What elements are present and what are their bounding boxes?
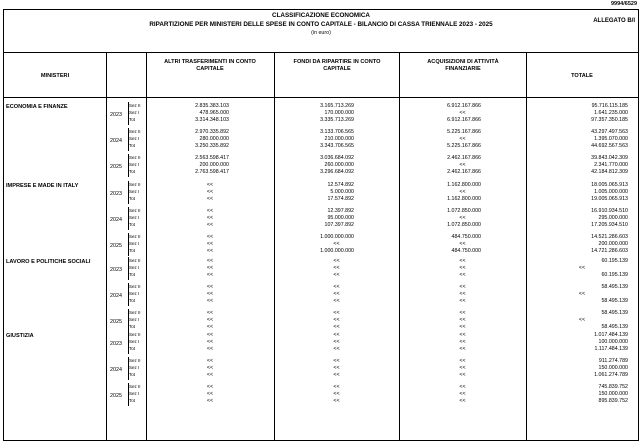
cell-totale: 100.000.000 bbox=[598, 339, 628, 346]
cell-totale: 745.839.752 bbox=[598, 384, 628, 390]
cell-fondi: << bbox=[333, 365, 340, 372]
column-header-altri-trasferimenti: ALTRI TRASFERIMENTI IN CONTO CAPITALE bbox=[164, 59, 256, 72]
cell-totale: 895.839.752 bbox=[598, 398, 628, 405]
cell-acquisizioni: 6.912.167.866 bbox=[447, 103, 481, 109]
row-sez-i-label: Sez I bbox=[129, 136, 140, 142]
cell-fondi: << bbox=[333, 265, 340, 272]
cell-acquisizioni: << bbox=[459, 372, 466, 379]
cell-acquisizioni: << bbox=[459, 332, 466, 338]
cell-acquisizioni: << bbox=[459, 391, 466, 398]
cell-acquisizioni: << bbox=[459, 298, 466, 305]
cell-altri-trasferimenti: << bbox=[206, 241, 214, 248]
cell-acquisizioni: 1.162.800.000 bbox=[447, 196, 481, 203]
cell-totale: 1.395.070.000 bbox=[594, 136, 628, 143]
year-label: 2024 bbox=[110, 366, 122, 373]
cell-fondi: << bbox=[333, 298, 340, 305]
cell-totale: 1.061.274.789 bbox=[594, 372, 628, 379]
cell-totale: 19.005.065.913 bbox=[591, 196, 628, 203]
ministry-name: LAVORO E POLITICHE SOCIALI bbox=[6, 259, 91, 265]
cell-acquisizioni: << bbox=[459, 284, 466, 290]
cell-altri-trasferimenti: 3.250.335.892 bbox=[195, 143, 229, 150]
year-label: 2024 bbox=[110, 292, 122, 299]
column-header-fondi: FONDI DA RIPARTIRE IN CONTO CAPITALE bbox=[293, 59, 381, 72]
row-sez-ii-label: Sez II bbox=[129, 208, 141, 213]
cell-totale: 911.274.789 bbox=[598, 358, 628, 364]
ministry-name: GIUSTIZIA bbox=[6, 333, 34, 339]
cell-acquisizioni: << bbox=[459, 358, 466, 364]
cell-fondi: << bbox=[333, 398, 340, 405]
cell-totale: 39.843.042.309 bbox=[591, 155, 628, 161]
cell-totale: 60.195.139 bbox=[601, 258, 628, 264]
cell-totale: 1.641.235.000 bbox=[594, 110, 628, 117]
row-sez-i-label: Sez I bbox=[129, 215, 140, 221]
cell-fondi: << bbox=[333, 332, 340, 338]
cell-altri-trasferimenti: << bbox=[206, 284, 214, 290]
column-header-acquisizioni: ACQUISIZIONI DI ATTIVITÀ FINANZIARIE bbox=[427, 59, 499, 72]
cell-totale: 60.195.139 bbox=[601, 272, 628, 279]
cell-totale: 1.005.000.000 bbox=[594, 189, 628, 196]
cell-fondi: 1.000.000.000 bbox=[320, 248, 354, 255]
row-tot-label: Tot bbox=[129, 248, 136, 254]
row-sez-i-label: Sez I bbox=[129, 265, 140, 271]
row-tot-label: Tot bbox=[129, 298, 136, 304]
cell-totale: << bbox=[578, 317, 586, 324]
cell-altri-trasferimenti: << bbox=[206, 196, 214, 203]
row-tot-label: Tot bbox=[129, 324, 136, 330]
cell-altri-trasferimenti: << bbox=[206, 272, 214, 279]
cell-altri-trasferimenti: 200.000.000 bbox=[199, 162, 229, 169]
cell-fondi: << bbox=[333, 358, 340, 364]
document-code: 9994/6529 bbox=[611, 1, 637, 7]
row-tot-label: Tot bbox=[129, 346, 136, 352]
cell-fondi: 3.165.713.269 bbox=[320, 103, 354, 109]
year-label: 2024 bbox=[110, 137, 122, 144]
cell-fondi: << bbox=[333, 258, 340, 264]
cell-fondi: << bbox=[333, 346, 340, 353]
cell-fondi: << bbox=[333, 339, 340, 346]
cell-altri-trasferimenti: << bbox=[206, 208, 214, 214]
year-label: 2025 bbox=[110, 242, 122, 249]
cell-totale: 58.495.139 bbox=[601, 324, 628, 331]
cell-totale: 42.184.812.309 bbox=[591, 169, 628, 176]
row-sez-ii-label: Sez II bbox=[129, 310, 141, 315]
cell-totale: 1.117.484.139 bbox=[594, 346, 628, 353]
year-label: 2025 bbox=[110, 318, 122, 325]
row-sez-i-label: Sez I bbox=[129, 110, 140, 116]
cell-fondi: << bbox=[333, 391, 340, 398]
cell-acquisizioni: << bbox=[459, 189, 466, 196]
year-label: 2025 bbox=[110, 163, 122, 170]
row-tot-label: Tot bbox=[129, 196, 136, 202]
cell-altri-trasferimenti: << bbox=[206, 332, 214, 338]
cell-altri-trasferimenti: << bbox=[206, 372, 214, 379]
cell-totale: << bbox=[578, 265, 586, 272]
cell-totale: 200.000.000 bbox=[598, 241, 628, 248]
table-frame bbox=[3, 9, 639, 441]
cell-altri-trasferimenti: 2.970.335.892 bbox=[195, 129, 229, 135]
row-sez-i-label: Sez I bbox=[129, 339, 140, 345]
cell-acquisizioni: 2.462.167.866 bbox=[447, 155, 481, 161]
cell-totale: 16.910.934.510 bbox=[591, 208, 628, 214]
cell-acquisizioni: << bbox=[459, 384, 466, 390]
cell-totale: 18.005.065.913 bbox=[591, 182, 628, 188]
cell-totale: 150.000.000 bbox=[598, 391, 628, 398]
header-bottom-divider bbox=[4, 97, 638, 98]
cell-altri-trasferimenti: << bbox=[206, 339, 214, 346]
cell-fondi: 3.036.684.092 bbox=[320, 155, 354, 161]
cell-totale: 14.521.286.603 bbox=[591, 234, 628, 240]
row-tot-label: Tot bbox=[129, 272, 136, 278]
cell-totale: 2.341.770.000 bbox=[594, 162, 628, 169]
column-header-totale: TOTALE bbox=[571, 73, 593, 79]
cell-acquisizioni: << bbox=[459, 339, 466, 346]
cell-altri-trasferimenti: 2.763.598.417 bbox=[195, 169, 229, 176]
row-tot-label: Tot bbox=[129, 222, 136, 228]
cell-totale: 58.495.139 bbox=[601, 284, 628, 290]
row-tot-label: Tot bbox=[129, 169, 136, 175]
cell-fondi: << bbox=[333, 272, 340, 279]
cell-totale: 1.017.484.139 bbox=[594, 332, 628, 338]
cell-acquisizioni: 484.750.000 bbox=[451, 248, 481, 255]
cell-fondi: 260.000.000 bbox=[324, 162, 354, 169]
cell-fondi: 12.574.892 bbox=[327, 182, 354, 188]
distribution-title: RIPARTIZIONE PER MINISTERI DELLE SPESE IN CONTO CAPITALE - BILANCIO DI CASSA TRIENNALE 2023 - 2025 bbox=[149, 20, 493, 28]
cell-fondi: 5.000.000 bbox=[330, 189, 354, 196]
row-sez-i-label: Sez I bbox=[129, 241, 140, 247]
header-top-divider bbox=[4, 52, 638, 53]
cell-acquisizioni: 5.225.167.866 bbox=[447, 143, 481, 150]
cell-acquisizioni: << bbox=[459, 258, 466, 264]
cell-fondi: 3.335.713.269 bbox=[320, 117, 354, 124]
cell-fondi: 3.343.706.565 bbox=[320, 143, 354, 150]
year-label: 2024 bbox=[110, 216, 122, 223]
classification-title: CLASSIFICAZIONE ECONOMICA bbox=[272, 12, 370, 19]
cell-acquisizioni: 1.072.850.000 bbox=[447, 208, 481, 214]
cell-altri-trasferimenti: << bbox=[206, 215, 214, 222]
cell-fondi: 95.000.000 bbox=[327, 215, 354, 222]
row-sez-ii-label: Sez II bbox=[129, 358, 141, 363]
row-sez-ii-label: Sez II bbox=[129, 155, 141, 160]
cell-altri-trasferimenti: << bbox=[206, 398, 214, 405]
cell-altri-trasferimenti: << bbox=[206, 189, 214, 196]
cell-altri-trasferimenti: << bbox=[206, 258, 214, 264]
cell-altri-trasferimenti: << bbox=[206, 298, 214, 305]
row-tot-label: Tot bbox=[129, 117, 136, 123]
cell-altri-trasferimenti: << bbox=[206, 346, 214, 353]
cell-acquisizioni: << bbox=[459, 215, 466, 222]
cell-acquisizioni: << bbox=[459, 365, 466, 372]
row-sez-ii-label: Sez II bbox=[129, 258, 141, 263]
row-sez-i-label: Sez I bbox=[129, 189, 140, 195]
row-tot-label: Tot bbox=[129, 398, 136, 404]
cell-totale: 58.495.139 bbox=[601, 298, 628, 305]
cell-altri-trasferimenti: << bbox=[206, 310, 214, 316]
cell-fondi: 1.000.000.000 bbox=[320, 234, 354, 240]
cell-acquisizioni: << bbox=[459, 162, 466, 169]
cell-totale: 150.000.000 bbox=[598, 365, 628, 372]
year-label: 2025 bbox=[110, 392, 122, 399]
year-label: 2023 bbox=[110, 340, 122, 347]
cell-acquisizioni: << bbox=[459, 317, 466, 324]
cell-acquisizioni: << bbox=[459, 291, 466, 298]
cell-altri-trasferimenti: << bbox=[206, 265, 214, 272]
cell-fondi: 210.000.000 bbox=[324, 136, 354, 143]
cell-totale: 295.000.000 bbox=[598, 215, 628, 222]
allegato-label: ALLEGATO B/I bbox=[593, 18, 635, 24]
row-sez-i-label: Sez I bbox=[129, 365, 140, 371]
row-sez-ii-label: Sez II bbox=[129, 234, 141, 239]
cell-altri-trasferimenti: << bbox=[206, 222, 214, 229]
cell-fondi: 107.397.892 bbox=[324, 222, 354, 229]
cell-acquisizioni: << bbox=[459, 324, 466, 331]
row-sez-i-label: Sez I bbox=[129, 391, 140, 397]
cell-fondi: << bbox=[333, 291, 340, 298]
cell-acquisizioni: 2.462.167.866 bbox=[447, 169, 481, 176]
row-sez-i-label: Sez I bbox=[129, 291, 140, 297]
cell-altri-trasferimenti: 280.000.000 bbox=[199, 136, 229, 143]
cell-acquisizioni: << bbox=[459, 110, 466, 117]
cell-totale: 44.692.567.563 bbox=[591, 143, 628, 150]
cell-altri-trasferimenti: << bbox=[206, 391, 214, 398]
cell-altri-trasferimenti: << bbox=[206, 291, 214, 298]
cell-altri-trasferimenti: << bbox=[206, 234, 214, 240]
cell-fondi: << bbox=[333, 372, 340, 379]
cell-altri-trasferimenti: 2.835.383.103 bbox=[195, 103, 229, 109]
cell-fondi: 17.574.892 bbox=[327, 196, 354, 203]
row-sez-ii-label: Sez II bbox=[129, 103, 141, 108]
cell-acquisizioni: << bbox=[459, 310, 466, 316]
cell-totale: 14.721.286.603 bbox=[591, 248, 628, 255]
cell-fondi: 3.296.684.092 bbox=[320, 169, 354, 176]
cell-altri-trasferimenti: 3.314.348.103 bbox=[195, 117, 229, 124]
column-header-ministeri: MINISTERI bbox=[40, 73, 70, 79]
cell-altri-trasferimenti: << bbox=[206, 324, 214, 331]
cell-acquisizioni: << bbox=[459, 241, 466, 248]
currency-note: (in euro) bbox=[311, 30, 331, 37]
row-sez-ii-label: Sez II bbox=[129, 384, 141, 389]
cell-acquisizioni: << bbox=[459, 265, 466, 272]
row-sez-i-label: Sez I bbox=[129, 317, 140, 323]
year-label: 2023 bbox=[110, 190, 122, 197]
cell-fondi: << bbox=[333, 241, 340, 248]
row-sez-ii-label: Sez II bbox=[129, 129, 141, 134]
row-tot-label: Tot bbox=[129, 372, 136, 378]
cell-fondi: 12.397.892 bbox=[327, 208, 354, 214]
cell-altri-trasferimenti: << bbox=[206, 182, 214, 188]
row-sez-ii-label: Sez II bbox=[129, 284, 141, 289]
cell-altri-trasferimenti: << bbox=[206, 384, 214, 390]
row-sez-i-label: Sez I bbox=[129, 162, 140, 168]
cell-fondi: 170.000.000 bbox=[324, 110, 354, 117]
cell-totale: 95.716.115.185 bbox=[591, 103, 628, 109]
ministry-name: IMPRESE E MADE IN ITALY bbox=[6, 183, 79, 189]
cell-totale: 58.495.139 bbox=[601, 310, 628, 316]
year-label: 2023 bbox=[110, 266, 122, 273]
cell-acquisizioni: 1.162.800.000 bbox=[447, 182, 481, 188]
cell-acquisizioni: << bbox=[459, 398, 466, 405]
cell-altri-trasferimenti: << bbox=[206, 248, 214, 255]
cell-altri-trasferimenti: 478.965.000 bbox=[199, 110, 229, 117]
cell-totale: 43.297.497.563 bbox=[591, 129, 628, 135]
cell-acquisizioni: 5.225.167.866 bbox=[447, 129, 481, 135]
cell-totale: 97.357.350.185 bbox=[591, 117, 628, 124]
cell-acquisizioni: << bbox=[459, 346, 466, 353]
cell-fondi: << bbox=[333, 310, 340, 316]
table-header-titles bbox=[4, 12, 638, 38]
cell-acquisizioni: 1.072.850.000 bbox=[447, 222, 481, 229]
cell-fondi: << bbox=[333, 284, 340, 290]
row-tot-label: Tot bbox=[129, 143, 136, 149]
row-sez-ii-label: Sez II bbox=[129, 332, 141, 337]
cell-fondi: << bbox=[333, 384, 340, 390]
cell-altri-trasferimenti: 2.563.598.417 bbox=[195, 155, 229, 161]
year-label: 2023 bbox=[110, 111, 122, 118]
cell-acquisizioni: << bbox=[459, 272, 466, 279]
row-sez-ii-label: Sez II bbox=[129, 182, 141, 187]
cell-acquisizioni: 484.750.000 bbox=[451, 234, 481, 240]
cell-fondi: << bbox=[333, 324, 340, 331]
cell-altri-trasferimenti: << bbox=[206, 358, 214, 364]
cell-fondi: << bbox=[333, 317, 340, 324]
ministry-name: ECONOMIA E FINANZE bbox=[6, 104, 68, 110]
cell-totale: << bbox=[578, 291, 586, 298]
cell-acquisizioni: << bbox=[459, 136, 466, 143]
cell-altri-trasferimenti: << bbox=[206, 365, 214, 372]
cell-acquisizioni: 6.912.167.866 bbox=[447, 117, 481, 124]
cell-altri-trasferimenti: << bbox=[206, 317, 214, 324]
cell-fondi: 3.133.706.565 bbox=[320, 129, 354, 135]
cell-totale: 17.205.934.510 bbox=[591, 222, 628, 229]
